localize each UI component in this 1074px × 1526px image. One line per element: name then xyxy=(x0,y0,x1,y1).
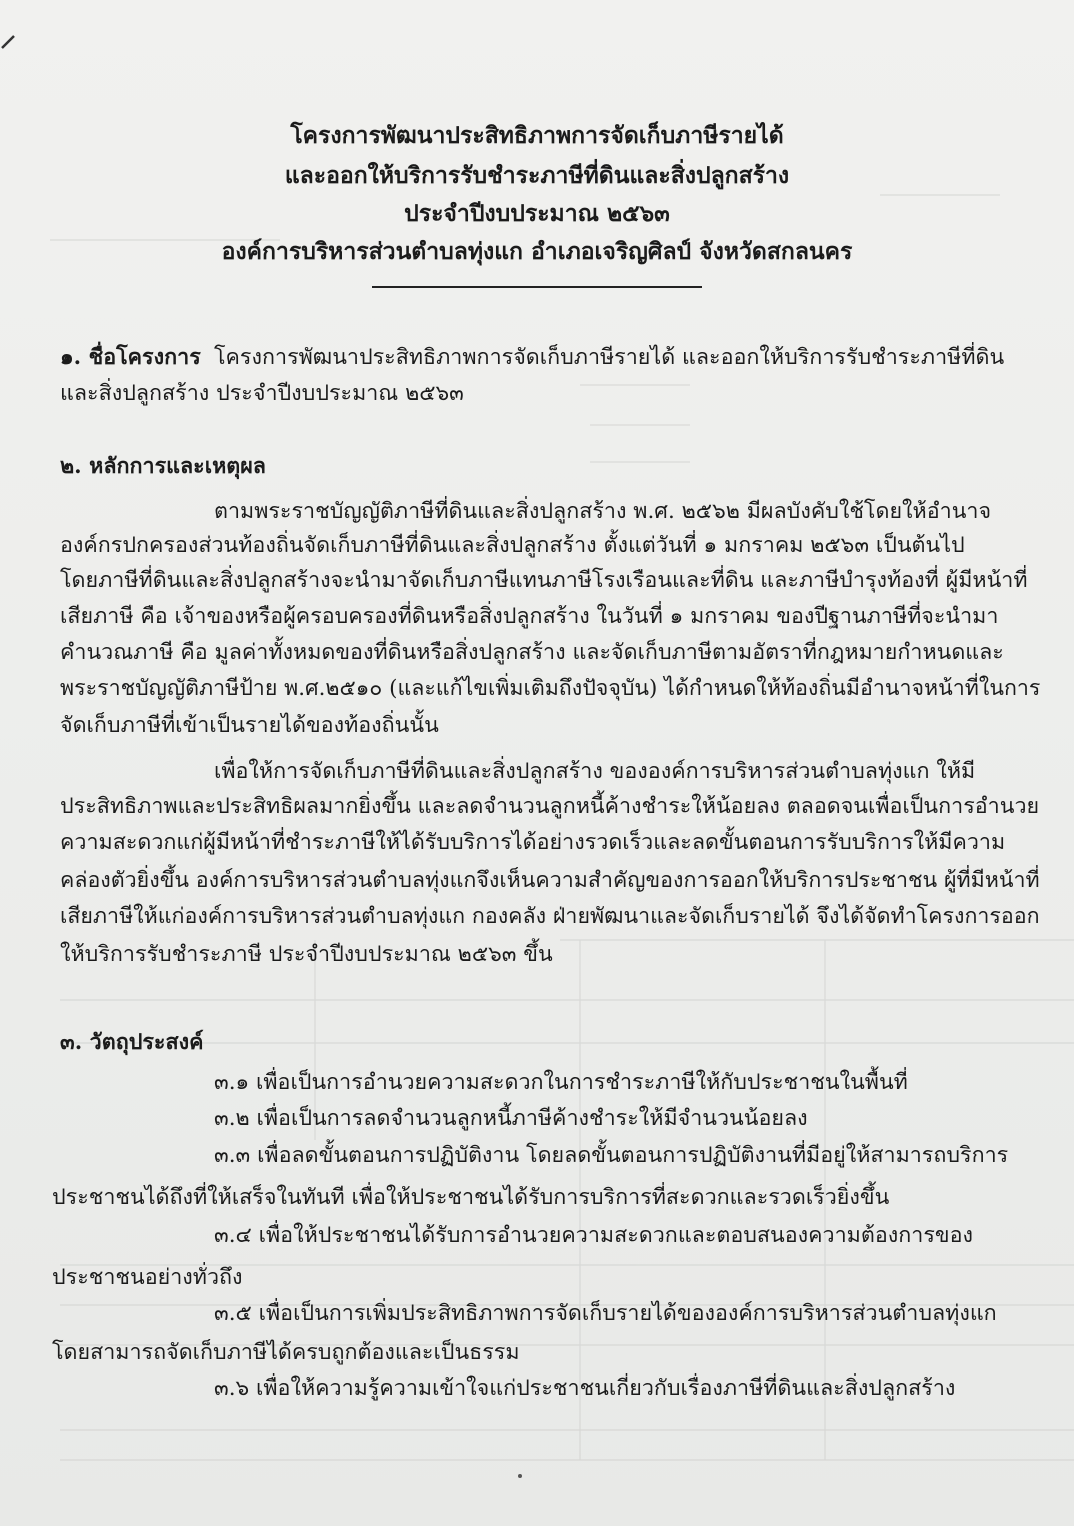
objective-3-1: ๓.๑ เพื่อเป็นการอำนวยความสะดวกในการชำระภาษีให้กับประชาชนในพื้นที่ xyxy=(214,1070,908,1095)
section-3-heading: ๓. วัตถุประสงค์ xyxy=(60,1030,204,1055)
section-2-p1-line-7: จัดเก็บภาษีที่เข้าเป็นรายได้ของท้องถิ่นนั้น xyxy=(60,713,439,738)
title-underline xyxy=(372,286,702,288)
section-2-p2-line-1: เพื่อให้การจัดเก็บภาษีที่ดินและสิ่งปลูกสร้าง ขององค์การบริหารส่วนตำบลทุ่งแก ให้มี xyxy=(214,759,976,784)
objective-3-4: ๓.๔ เพื่อให้ประชาชนได้รับการอำนวยความสะดวกและตอบสนองความต้องการของ xyxy=(214,1223,973,1248)
section-2-p2-line-2: ประสิทธิภาพและประสิทธิผลมากยิ่งขึ้น และลดจำนวนลูกหนี้ค้างชำระให้น้อยลง ตลอดจนเพื่อเป็นการอำนวย xyxy=(60,794,1040,819)
section-1-line-1: โครงการพัฒนาประสิทธิภาพการจัดเก็บภาษีรายได้ และออกให้บริการรับชำระภาษีที่ดิน xyxy=(214,345,1005,370)
section-2-p2-line-4: คล่องตัวยิ่งขึ้น องค์การบริหารส่วนตำบลทุ่งแกจึงเห็นความสำคัญของการออกให้บริการประชาชน ผู้ที่มีหน้าที่ xyxy=(60,868,1040,893)
section-1-line-2: และสิ่งปลูกสร้าง ประจำปีงบประมาณ ๒๕๖๓ xyxy=(60,381,464,406)
objective-3-6: ๓.๖ เพื่อให้ความรู้ความเข้าใจแก่ประชาชนเกี่ยวกับเรื่องภาษีที่ดินและสิ่งปลูกสร้าง xyxy=(214,1376,956,1401)
section-2-p1-line-5: คำนวณภาษี คือ มูลค่าทั้งหมดของที่ดินหรือสิ่งปลูกสร้าง และจัดเก็บภาษีตามอัตราที่กฎหมายกำหนดและ xyxy=(60,640,1004,665)
corner-pen-mark xyxy=(0,0,30,60)
section-2-p1-line-6: พระราชบัญญัติภาษีป้าย พ.ศ.๒๕๑๐ (และแก้ไขเพิ่มเติมถึงปัจจุบัน) ได้กำหนดให้ท้องถิ่นมีอำนาจหน้าที่ในการ xyxy=(60,676,1041,701)
page-speck xyxy=(518,1474,522,1478)
objective-3-2: ๓.๒ เพื่อเป็นการลดจำนวนลูกหนี้ภาษีค้างชำระให้มีจำนวนน้อยลง xyxy=(214,1106,808,1131)
objective-3-4-cont: ประชาชนอย่างทั่วถึง xyxy=(52,1265,243,1290)
title-line-1: โครงการพัฒนาประสิทธิภาพการจัดเก็บภาษีรายได้ xyxy=(290,122,784,149)
objective-3-5-cont: โดยสามารถจัดเก็บภาษีได้ครบถูกต้องและเป็นธรรม xyxy=(52,1340,520,1365)
section-2-p2-line-3: ความสะดวกแก่ผู้มีหน้าที่ชำระภาษีให้ได้รับบริการได้อย่างรวดเร็วและลดขั้นตอนการรับบริการให้มีความ xyxy=(60,830,1006,855)
section-1-heading: ๑. ชื่อโครงการ xyxy=(60,345,201,370)
section-2-p2-line-5: เสียภาษีให้แก่องค์การบริหารส่วนตำบลทุ่งแก กองคลัง ฝ่ายพัฒนาและจัดเก็บรายได้ จึงได้จัดทำโครงการออก xyxy=(60,904,1040,929)
section-2-p1-line-3: โดยภาษีที่ดินและสิ่งปลูกสร้างจะนำมาจัดเก็บภาษีแทนภาษีโรงเรือนและที่ดิน และภาษีบำรุงท้องที่ ผู้มีหน้าที่ xyxy=(60,568,1028,593)
section-2-p1-line-2: องค์กรปกครองส่วนท้องถิ่นจัดเก็บภาษีที่ดินและสิ่งปลูกสร้าง ตั้งแต่วันที่ ๑ มกราคม ๒๕๖๓ เป็นต้นไป xyxy=(60,533,965,558)
section-2-p1-line-4: เสียภาษี คือ เจ้าของหรือผู้ครอบครองที่ดินหรือสิ่งปลูกสร้าง ในวันที่ ๑ มกราคม ของปีฐานภาษีที่จะนำมา xyxy=(60,604,999,629)
section-2-heading: ๒. หลักการและเหตุผล xyxy=(60,454,266,479)
title-line-4: องค์การบริหารส่วนตำบลทุ่งแก อำเภอเจริญศิลป์ จังหวัดสกลนคร xyxy=(221,238,853,265)
objective-3-3: ๓.๓ เพื่อลดขั้นตอนการปฏิบัติงาน โดยลดขั้นตอนการปฏิบัติงานที่มีอยู่ให้สามารถบริการ xyxy=(214,1143,1009,1168)
section-2-p2-line-6: ให้บริการรับชำระภาษี ประจำปีงบประมาณ ๒๕๖๓ ขึ้น xyxy=(60,942,553,967)
objective-3-3-cont: ประชาชนได้ถึงที่ให้เสร็จในทันที เพื่อให้ประชาชนได้รับการบริการที่สะดวกและรวดเร็วยิ่งขึ้น xyxy=(52,1185,890,1210)
section-2-p1-line-1: ตามพระราชบัญญัติภาษีที่ดินและสิ่งปลูกสร้าง พ.ศ. ๒๕๖๒ มีผลบังคับใช้โดยให้อำนาจ xyxy=(214,499,992,524)
title-line-2: และออกให้บริการรับชำระภาษีที่ดินและสิ่งปลูกสร้าง xyxy=(284,162,790,189)
title-line-3: ประจำปีงบประมาณ ๒๕๖๓ xyxy=(404,200,670,227)
objective-3-5: ๓.๕ เพื่อเป็นการเพิ่มประสิทธิภาพการจัดเก็บรายได้ขององค์การบริหารส่วนตำบลทุ่งแก xyxy=(214,1301,997,1326)
